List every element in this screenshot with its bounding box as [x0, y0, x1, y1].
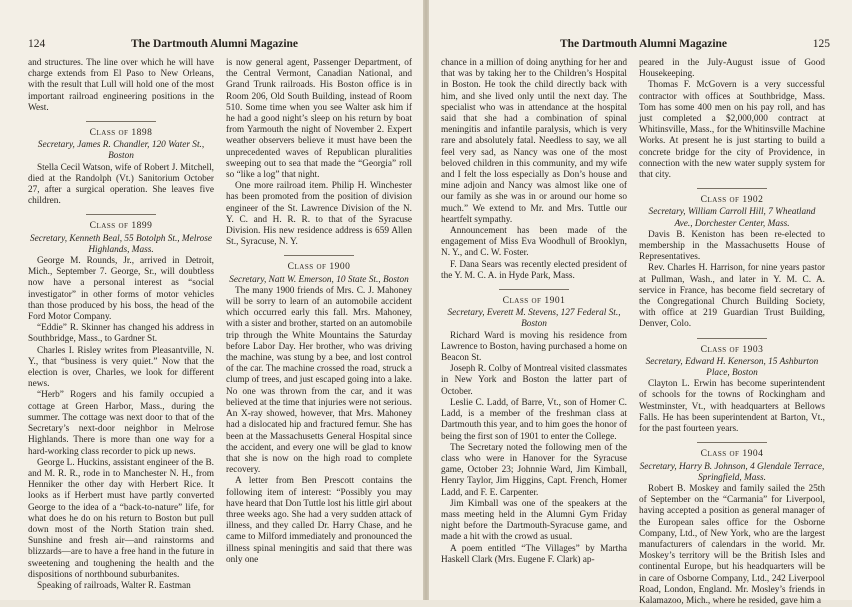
- paragraph: One more railroad item. Philip H. Winchester has been promoted from the position of division engineer of the St. Lawrence Division of the N. Y. C. and H. R. R. to that of the Syracuse Division. His new residence address is 659 Allen St., Syracuse, N. Y.: [226, 181, 412, 248]
- paragraph: George L. Huckins, assistant engineer of the B. and M. R. R., rode in to Manchester N. H., from Henniker the other day with Herbert Rice. It looks as if Herbert must have partly converted George to the idea of a “back-to-nature” life, for what does he do on his return to Boston but pull down most of the North Station train shed. Sunshine and fresh air—and rainstorms and blizzards—are to have a free hand in the future in sweetening and toughening the health and the dispositions of northbound suburbanites.: [28, 457, 214, 580]
- left-column-1: [28, 58, 214, 598]
- paragraph: The Secretary noted the following men of the class who were in Hanover for the Syracuse game, October 23; Johnnie Ward, Jim Kimball, Henry Taylor, Jim Higgins, Capt. French, Homer Ladd, and F. E. Carpenter.: [441, 442, 627, 498]
- paragraph: and structures. The line over which he will have charge extends from El Paso to New Orleans, with the result that Lull will hold one of the most important railroad engineering positions in the West.: [28, 58, 214, 113]
- class-heading: Class of 1900: [287, 262, 351, 273]
- right-column-2: [639, 58, 825, 606]
- left-column-2: [226, 58, 412, 598]
- secretary-line: Secretary, Kenneth Beal, 55 Botolph St., Melrose Highlands, Mass.: [29, 233, 213, 255]
- page-number: 124: [28, 38, 46, 50]
- paragraph: Davis B. Keniston has been re-elected to membership in the Massachusetts House of Representatives.: [639, 229, 825, 263]
- class-heading: Class of 1901: [502, 296, 566, 307]
- paragraph: Robert B. Moskey and family sailed the 25th of September on the “Carmania” for Liverpool, having accepted a position as general manager of the European sales office for the Osborne Company, Ltd., of New York, who are the largest manufacturers of calendars in the world. Mr. Moskey’s territory will be the British Isles and continental Europe, but his headquarters will be in care of Osborne Company, Ltd., 242 Liverpool Road, London, England. Mr. Mosley’s friends in Kalamazoo, Mich., where he resided, gave him a: [639, 483, 825, 606]
- paragraph: Stella Cecil Watson, wife of Robert J. Mitchell, died at the Randolph (Vt.) Sanitorium October 27, after a surgical operation. She leaves five children.: [28, 162, 214, 207]
- secretary-line: Secretary, Natt W. Emerson, 10 State St., Boston: [229, 274, 409, 285]
- secretary-line: Secretary, William Carroll Hill, 7 Wheatland Ave., Dorchester Center, Mass.: [648, 207, 816, 229]
- paragraph: A letter from Ben Prescott contains the following item of interest: “Possibly you may have heard that Don Tuttle lost his little girl about three weeks ago. She had a very sudden attack of illness, and they called Dr. Harry Chase, and he came to Milford immediately and pronounced the illness spinal meningitis and said that there was only one: [226, 476, 412, 565]
- paragraph: chance in a million of doing anything for her and that was by taking her to the Children’s Hospital in Boston. He took the child directly back with him, and she lived only until the next day. The specialist who was in attendance at the hospital said that she had a combination of spinal meningitis and infantile paralysis, which is very rare and absolutely fatal. Needless to say, we all feel very sad, as Nancy was one of the most beloved children in this community, and my wife and I felt the loss especially as Don’s house and mine adjoin and Nancy was almost like one of our family as she was in or around our home so much.” We extend to Mr. and Mrs. Tuttle our heartfelt sympathy.: [441, 58, 627, 225]
- secretary-line: Secretary, Edward H. Kenerson, 15 Ashburton Place, Boston: [645, 356, 819, 379]
- paragraph: Announcement has been made of the engagement of Miss Eva Woodhull of Brooklyn, N. Y., and C. W. Foster.: [441, 226, 627, 259]
- divider: [86, 121, 156, 122]
- class-heading: Class of 1899: [89, 221, 153, 232]
- divider: [697, 188, 767, 189]
- class-heading: Class of 1898: [89, 128, 153, 139]
- paragraph: Rev. Charles H. Harrison, for nine years pastor at Pullman, Wash., and later in Y. M. C. A. service in France, has become field secretary of the Congregational Church Building Society, with office at 219 Guardian Trust Building, Denver, Colo.: [639, 263, 825, 330]
- paragraph: is now general agent, Passenger Department, of the Central Vermont, Canadian National, and Grand Trunk railroads. His Boston office is in Room 206, Old South Building, instead of Room 510. Some time when you see Walter ask him if he had a good night’s sleep on his return by boat from Yarmouth the night of November 2. Expert weather observers believe it must have been the unprecedented waves of Republican pluralities sweeping out to sea that made the “Georgia” roll so “like a log” that night.: [226, 58, 412, 181]
- class-heading: Class of 1902: [700, 195, 764, 206]
- divider: [697, 442, 767, 443]
- right-page-header: [457, 38, 830, 52]
- paragraph: The many 1900 friends of Mrs. C. J. Mahoney will be sorry to learn of an automobile accident which occurred early this fall. Mrs. Mahoney, with a sister and brother, started on an automobile trip through the White Mountains the Saturday before Labor Day. Her brother, who was driving the machine, was stung by a bee, and lost control of the car. The machine crossed the road, struck a clump of trees, and just escaped going into a lake. No one was thrown from the car, and it was believed at the time that injuries were not serious. An X-ray showed, however, that Mrs. Mahoney had a dislocated hip and fractured femur. She has been at the Massachusetts General Hospital since the accident, and every one will be glad to know that she is now on the high road to complete recovery.: [226, 285, 412, 476]
- running-title: The Dartmouth Alumni Magazine: [559, 38, 728, 50]
- paragraph: Charles I. Risley writes from Pleasantville, N. Y., that “business is very quiet.” Now that the election is over, Charles, we look for different news.: [28, 345, 214, 390]
- paragraph: Speaking of railroads, Walter R. Eastman: [37, 580, 191, 591]
- paragraph: George M. Rounds, Jr., arrived in Detroit, Mich., September 7. George, Sr., will doubtless now have a personal interest as “social investigator” in other forms of motor vehicles than those produced by his boss, the head of the Ford Motor Company.: [28, 256, 214, 323]
- paragraph: Jim Kimball was one of the speakers at the mass meeting held in the Alumni Gym Friday night before the Dartmouth-Syracuse game, and made a hit with the crowd as usual.: [441, 498, 627, 543]
- paragraph: A poem entitled “The Villages” by Martha Haskell Clark (Mrs. Eugene F. Clark) ap-: [441, 543, 627, 565]
- paragraph: Clayton L. Erwin has become superintendent of schools for the towns of Rockingham and Westminster, Vt., with headquarters at Bellows Falls. He has been superintendent at Barton, Vt., for the past fourteen years.: [639, 379, 825, 435]
- divider: [499, 289, 569, 290]
- paragraph: Leslie C. Ladd, of Barre, Vt., son of Homer C. Ladd, is a member of the freshman class at Dartmouth this year, and to him goes the honor of being the first son of 1901 to enter the College.: [441, 397, 627, 442]
- secretary-line: Secretary, James R. Chandler, 120 Water St., Boston: [37, 140, 205, 162]
- left-page: [0, 0, 423, 600]
- page-number: 125: [812, 38, 830, 50]
- left-page-header: [28, 38, 401, 52]
- paragraph: F. Dana Sears was recently elected president of the Y. M. C. A. in Hyde Park, Mass.: [441, 259, 627, 281]
- right-column-1: [441, 58, 627, 598]
- class-heading: Class of 1903: [700, 344, 764, 355]
- paragraph: Thomas F. McGovern is a very successful contractor with offices at Southbridge, Mass. Tom has some 400 men on his pay roll, and has just completed a $2,000,000 contract at Whitinsville, Mass., for the Whitinsville Machine Works. At present he is just starting to build a concrete bridge for the city of Providence, in connection with the new water supply system for that city.: [639, 80, 825, 181]
- right-page: [429, 0, 852, 606]
- paragraph: “Eddie” R. Skinner has changed his address in Southbridge, Mass., to Gardner St.: [28, 323, 214, 345]
- paragraph: “Herb” Rogers and his family occupied a cottage at Green Harbor, Mass., during the summer. The cottage was next door to that of the Secretary’s next-door neighbor in Melrose Highlands. There is more than one way for a hard-working class recorder to pick up news.: [28, 390, 214, 457]
- paragraph: Joseph R. Colby of Montreal visited classmates in New York and Boston the latter part of October.: [441, 364, 627, 397]
- divider: [284, 255, 354, 256]
- paragraph: Richard Ward is moving his residence from Lawrence to Boston, having purchased a home on Beacon St.: [441, 330, 627, 364]
- divider: [697, 338, 767, 339]
- running-title: The Dartmouth Alumni Magazine: [130, 38, 299, 50]
- divider: [86, 214, 156, 215]
- class-heading: Class of 1904: [700, 449, 764, 460]
- secretary-line: Secretary, Harry B. Johnson, 4 Glendale Terrace, Springfield, Mass.: [639, 461, 825, 483]
- paragraph: peared in the July-August issue of Good Housekeeping.: [639, 58, 825, 80]
- secretary-line: Secretary, Everett M. Stevens, 127 Federal St., Boston: [447, 308, 621, 330]
